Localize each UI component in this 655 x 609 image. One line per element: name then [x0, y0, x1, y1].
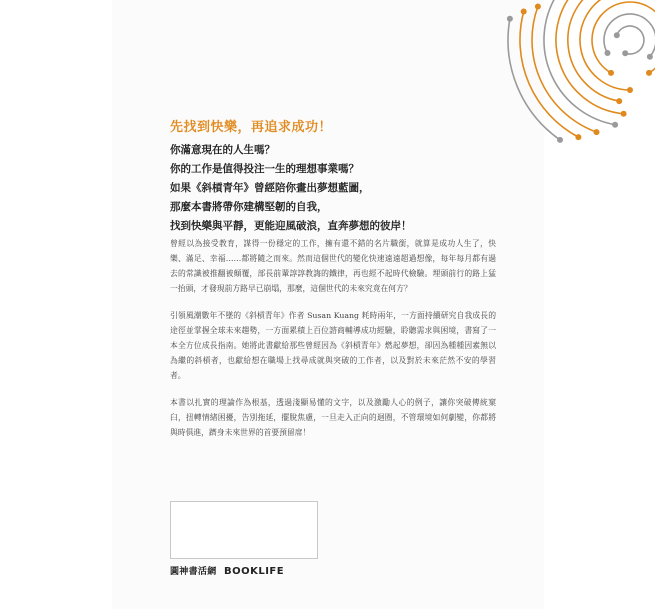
orbit-arc	[508, 19, 560, 140]
publisher-logo	[170, 564, 284, 577]
orbit-arc	[532, 7, 597, 133]
question-list	[170, 141, 440, 236]
description-paragraph: 引領風潮數年不墜的《斜槓青年》作者 Susan Kuang 耗時兩年，一方面持續研究自我成長的途徑並掌握全球未來趨勢，一方面累積上百位諮商輔導成功經驗，聆聽需求與困境，書寫了一本全方位成長指南。她將此書獻給那些曾經因為《斜槓青年》燃起夢想，卻因為種種因素無以為繼的斜槓者，也獻給想在職場上找尋成就與突破的工作者，以及對於未來茫然不安的學習者。	[170, 311, 496, 380]
barcode-area	[170, 501, 318, 559]
orbit-dot	[605, 50, 611, 56]
orbit-dot	[616, 98, 622, 104]
tagline: 先找到快樂，再追求成功！	[170, 120, 333, 135]
orbit-dot	[535, 4, 541, 10]
orbit-dot	[507, 16, 513, 22]
orbit-dot	[557, 137, 563, 143]
publisher-name: 圓神書活網	[170, 567, 217, 577]
orbit-dot	[608, 70, 614, 76]
orbit-dot	[621, 111, 627, 117]
question-line: 你滿意現在的人生嗎？	[170, 144, 275, 156]
question-line: 如果《斜槓青年》曾經陪你畫出夢想藍圖，	[170, 182, 370, 194]
orbit-dot	[614, 32, 620, 38]
publisher-brand: BOOKLIFE	[223, 566, 285, 577]
description-paragraph: 本書以扎實的理論作為根基，透過淺顯易懂的文字，以及激勵人心的例子，讓你突破傳統窠臼，扭轉情緒困擾，告別拖延，擺脫焦慮，一旦走入正向的迴圈，不管環境如何劇變，你都將與時俱進，躋身未來世界的首要預留席！	[170, 398, 496, 437]
description-body	[170, 236, 496, 452]
orbit-arc	[617, 26, 644, 54]
question-line: 你的工作是值得投注一生的理想事業嗎？	[170, 163, 359, 175]
orbit-rings-graphic	[412, 0, 655, 170]
orbit-dot	[575, 134, 581, 140]
orbit-dot	[646, 70, 652, 76]
orbit-dot	[622, 50, 628, 56]
question-line: 那麼本書將帶你建構堅韌的自我，	[170, 201, 328, 213]
orbit-dot	[647, 54, 653, 60]
orbit-arc	[604, 14, 655, 57]
description-paragraph: 曾經以為接受教育，謀得一份穩定的工作，擁有還不錯的名片職銜，就算是成功人生了，快樂、滿足、幸福……都將隨之而來。然而這個世代的變化快速遠遠超過想像，每年每月都有過去的常識被推翻被顛覆，部長前輩諄諄教誨的鐵律，再也經不起時代檢驗。埋頭前行的路上猛一抬頭，才發現前方路早已崩塌，那麼，這個世代的未來究竟在何方？	[170, 239, 496, 293]
orbit-arc	[544, 0, 615, 125]
orbit-dot	[521, 9, 527, 15]
orbit-arc	[592, 2, 655, 73]
orbit-dot	[594, 129, 600, 135]
question-line: 找到快樂與平靜，更能迎風破浪，直奔夢想的彼岸！	[170, 220, 412, 232]
orbit-arc	[520, 12, 578, 138]
orbit-dot	[612, 122, 618, 128]
orbit-dot	[627, 87, 633, 93]
